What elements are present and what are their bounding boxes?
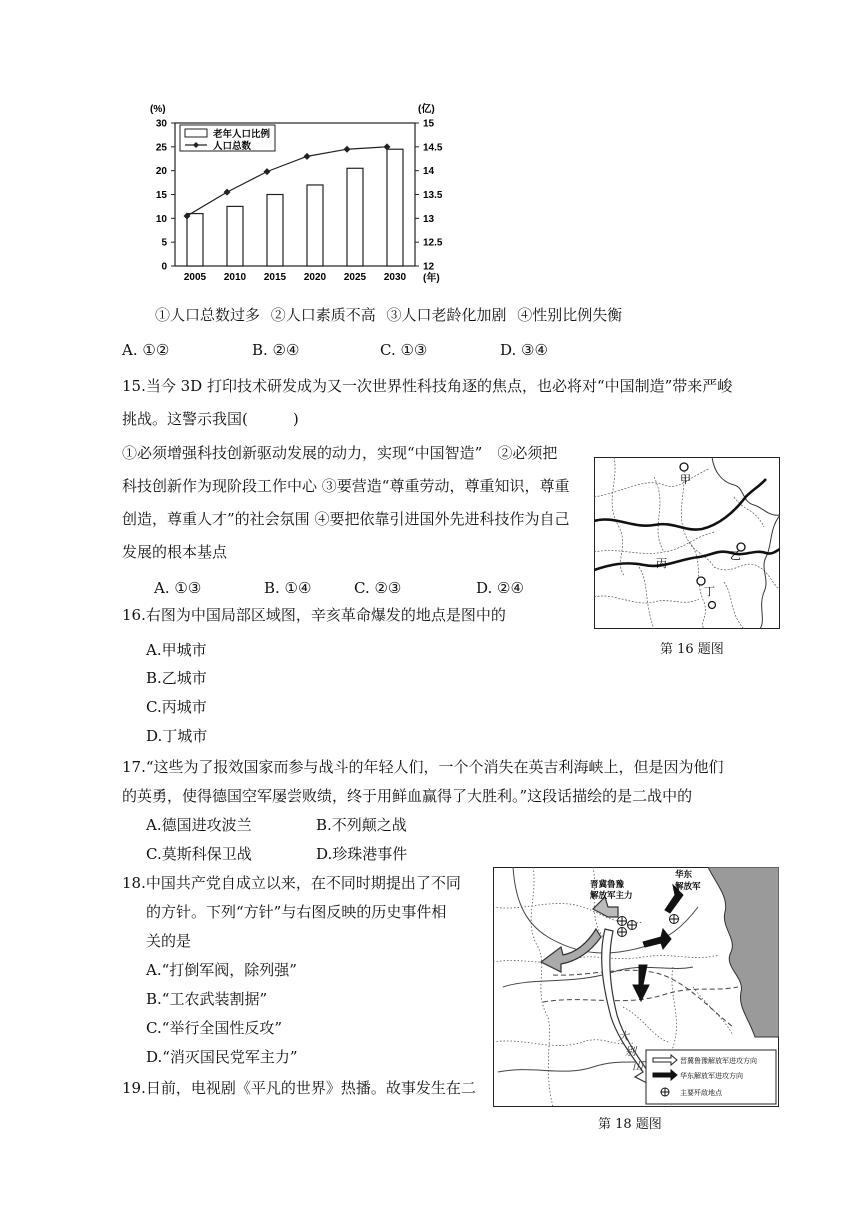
q15-option-d[interactable]: D. ②④ xyxy=(476,579,524,597)
legend-item-1: 晋冀鲁豫解放军进攻方向 xyxy=(680,1058,757,1065)
legend-item-3: 主要歼敌地点 xyxy=(680,1090,722,1097)
q18-stem-line-2: 的方针。下列“方针”与右图反映的历史事件相 xyxy=(146,903,447,921)
q14-option-d[interactable]: D. ③④ xyxy=(500,341,548,359)
chart-left-tick-label: 25 xyxy=(155,142,167,154)
chart-line-point xyxy=(224,189,231,196)
city-jia-marker xyxy=(680,463,688,471)
q15-body-line-2: 科技创新作为现阶段工作中心 ③要营造“尊重劳动，尊重知识，尊重 xyxy=(122,477,570,495)
q18-stem-line-1: 18.中国共产党自成立以来，在不同时期提出了不同 xyxy=(122,874,461,892)
city-bing-label: 丙 xyxy=(656,558,667,570)
q17-stem-line-2: 的英勇，使得德国空军屡尝败绩，终于用鲜血赢得了大胜利。”这段话描绘的是二战中的 xyxy=(122,787,693,805)
q14-option-c[interactable]: C. ①③ xyxy=(380,341,428,359)
chart-x-unit: (年) xyxy=(423,273,440,284)
map18-army1-label-2: 解放军主力 xyxy=(590,890,633,900)
map18-army2-label-1: 华东 xyxy=(675,869,693,879)
map-q16 xyxy=(594,457,780,629)
q14-option-a[interactable]: A. ①② xyxy=(122,341,170,359)
chart-legend-label-bar: 老年人口比例 xyxy=(213,129,271,140)
chart-x-tick-label: 2005 xyxy=(183,272,207,283)
chart-right-tick-label: 12.5 xyxy=(423,237,443,249)
q18-stem-line-3: 关的是 xyxy=(146,932,192,950)
q14-option-b[interactable]: B. ②④ xyxy=(252,341,300,359)
q15-body-line-1: ①必须增强科技创新驱动发展的动力，实现“中国智造” ②必须把 xyxy=(122,444,558,462)
q19-stem: 19.日前，电视剧《平凡的世界》热播。故事发生在二 xyxy=(122,1079,476,1097)
chart-left-tick-label: 10 xyxy=(155,213,167,225)
chart-line-point xyxy=(264,168,271,175)
chart-x-tick-label: 2020 xyxy=(303,272,327,283)
chart-left-tick-label: 15 xyxy=(155,190,167,201)
chart-right-tick-label: 15 xyxy=(423,118,435,130)
q15-option-b[interactable]: B. ①④ xyxy=(264,579,312,597)
dabie-mountain-label-1: 大 xyxy=(618,1031,629,1043)
q15-option-c[interactable]: C. ②③ xyxy=(354,579,402,597)
q18-option-d[interactable]: D.“消灭国民党军主力” xyxy=(146,1048,298,1066)
chart-line-point xyxy=(304,153,311,160)
q16-option-b[interactable]: B.乙城市 xyxy=(146,669,207,687)
q14-statements: ①人口总数过多 ②人口素质不高 ③人口老龄化加剧 ④性别比例失衡 xyxy=(155,306,623,324)
city-ding-marker xyxy=(697,577,705,585)
city-ding-label: 丁 xyxy=(704,586,715,598)
chart-legend-label-line: 人口总数 xyxy=(213,141,252,152)
chart-legend-bar-swatch xyxy=(185,129,207,137)
q18-option-c[interactable]: C.“举行全国性反攻” xyxy=(146,1019,283,1037)
map18-army1-label-1: 晋冀鲁豫 xyxy=(590,879,625,889)
q17-options-row-2 xyxy=(146,844,407,864)
chart-x-tick-label: 2025 xyxy=(343,272,367,283)
q15-body-line-3: 创造，尊重人才”的社会氛围 ④要把依靠引进国外先进科技作为自己 xyxy=(122,510,570,528)
chart-right-tick-label: 12 xyxy=(423,261,435,273)
chart-right-unit: (亿) xyxy=(418,104,435,115)
chart-right-tick-label: 14.5 xyxy=(423,142,443,154)
q15-options xyxy=(154,578,524,598)
chart-x-tick-label: 2015 xyxy=(263,272,287,283)
chart-left-tick-label: 30 xyxy=(155,118,167,130)
q17-option-c[interactable]: C.莫斯科保卫战 xyxy=(146,845,252,863)
map-q16-caption: 第 16 题图 xyxy=(660,642,724,657)
chart-right-tick-label: 13.5 xyxy=(423,190,443,201)
chart-left-tick-label: 20 xyxy=(155,166,167,178)
city-yi-label: 乙 xyxy=(730,550,741,562)
q17-stem-line-1: 17.“这些为了报效国家而参与战斗的年轻人们，一个个消失在英吉利海峡上，但是因为他们 xyxy=(122,758,724,776)
chart-line-point xyxy=(344,146,351,153)
chart-bar xyxy=(387,149,403,266)
q17-option-a[interactable]: A.德国进攻波兰 xyxy=(146,816,252,834)
chart-right-tick-label: 14 xyxy=(423,166,435,178)
q16-stem: 16.右图为中国局部区域图，辛亥革命爆发的地点是图中的 xyxy=(122,606,506,624)
map-q18 xyxy=(493,867,779,1107)
q14-options xyxy=(122,340,548,360)
q17-option-d[interactable]: D.珍珠港事件 xyxy=(316,845,408,863)
map18-legend xyxy=(646,1050,776,1104)
chart-right-tick-label: 13 xyxy=(423,213,435,225)
q15-stem-line-2: 挑战。这警示我国( ) xyxy=(122,410,299,428)
q16-option-a[interactable]: A.甲城市 xyxy=(146,641,207,659)
chart-bar xyxy=(187,214,203,266)
q18-option-a[interactable]: A.“打倒军阀，除列强” xyxy=(146,961,297,979)
legend-item-2: 华东解放军进攻方向 xyxy=(680,1073,743,1080)
chart-left-tick-label: 5 xyxy=(161,237,167,249)
map18-army2-label-2: 解放军 xyxy=(675,881,701,891)
city-marker xyxy=(709,602,716,609)
q16-option-d[interactable]: D.丁城市 xyxy=(146,727,208,745)
chart-bar xyxy=(227,206,243,266)
dabie-mountain-label-3: 山 xyxy=(632,1061,643,1073)
chart-bar xyxy=(267,195,283,267)
dabie-mountain-label-2: 别 xyxy=(625,1046,636,1058)
population-chart xyxy=(140,98,480,293)
chart-left-unit: (%) xyxy=(150,104,166,115)
map-q18-caption: 第 18 题图 xyxy=(598,1117,662,1132)
q18-option-b[interactable]: B.“工农武装割据” xyxy=(146,990,268,1008)
chart-bar xyxy=(347,168,363,266)
q17-option-b[interactable]: B.不列颠之战 xyxy=(316,816,407,834)
chart-x-tick-label: 2010 xyxy=(223,272,247,283)
city-jia-label: 甲 xyxy=(680,474,691,486)
q15-body-line-4: 发展的根本基点 xyxy=(122,543,228,561)
chart-left-tick-label: 0 xyxy=(161,261,167,273)
q15-stem-line-1: 15.当今 3D 打印技术研发成为又一次世界性科技角逐的焦点，也必将对“中国制造”带来严峻 xyxy=(122,377,733,395)
q15-option-a[interactable]: A. ①③ xyxy=(154,579,202,597)
q17-options-row-1 xyxy=(146,815,407,835)
q16-option-c[interactable]: C.丙城市 xyxy=(146,698,207,716)
chart-x-tick-label: 2030 xyxy=(383,272,407,283)
chart-bar xyxy=(307,185,323,266)
